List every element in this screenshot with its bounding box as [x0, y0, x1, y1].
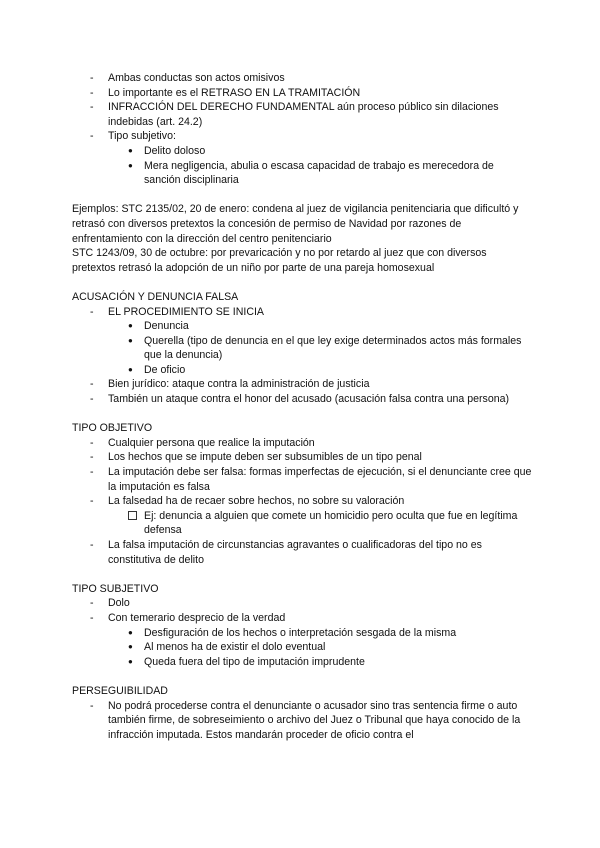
list-item: - Con temerario desprecio de la verdad [72, 611, 532, 626]
list-item: - EL PROCEDIMIENTO SE INICIA [72, 305, 532, 320]
sub-list-item: ● De oficio [72, 363, 532, 378]
section-title-subjetivo: TIPO SUBJETIVO [72, 582, 159, 595]
sub-list-item: ● Delito doloso [72, 144, 532, 159]
section-title-acusacion: ACUSACIÓN Y DENUNCIA FALSA [72, 290, 239, 303]
list-item: - Dolo [72, 596, 532, 611]
section-title-perseguibilidad: PERSEGUIBILIDAD [72, 684, 168, 697]
example-paragraph: STC 1243/09, 30 de octubre: por prevaricación y no por retardo al juez que con diversos pretextos retrasó la adopción de un niño por parte de una pareja homosexual [72, 247, 487, 274]
sub-list-item: ● Al menos ha de existir el dolo eventual [72, 640, 532, 655]
sub-list-item: ● Querella (tipo de denuncia en el que ley exige determinados actos más formales que la denuncia) [72, 334, 532, 363]
list-item: - La falsedad ha de recaer sobre hechos, no sobre su valoración [72, 494, 532, 509]
list-item: - También un ataque contra el honor del acusado (acusación falsa contra una persona) [72, 392, 532, 407]
section-title-objetivo: TIPO OBJETIVO [72, 422, 153, 435]
list-item: - Tipo subjetivo: [72, 129, 532, 144]
example-paragraph: Ejemplos: STC 2135/02, 20 de enero: condena al juez de vigilancia penitenciaria que dificultó y retrasó con diversos pretextos la concesión de permiso de Navidad por razones de enfrentamiento con la dirección del centro penitenciario [72, 203, 519, 245]
list-item: - La falsa imputación de circunstancias agravantes o cualificadoras del tipo no es constitutiva de delito [72, 538, 532, 567]
list-item: - La imputación debe ser falsa: formas imperfectas de ejecución, si el denunciante cree que la imputación es falsa [72, 465, 532, 494]
list-item: - Lo importante es el RETRASO EN LA TRAMITACIÓN [72, 86, 532, 101]
list-item: - Bien jurídico: ataque contra la administración de justicia [72, 377, 532, 392]
checkbox-item: Ej: denuncia a alguien que comete un homicidio pero oculta que fue en legítima defensa [72, 509, 532, 538]
list-item: - Los hechos que se impute deben ser subsumibles de un tipo penal [72, 450, 532, 465]
sub-list-item: ● Queda fuera del tipo de imputación imprudente [72, 655, 532, 670]
list-item: - Cualquier persona que realice la imputación [72, 436, 532, 451]
document-page [72, 71, 532, 742]
list-item: - Ambas conductas son actos omisivos [72, 71, 532, 86]
list-item: - INFRACCIÓN DEL DERECHO FUNDAMENTAL aún proceso público sin dilaciones indebidas (art. 24.2) [72, 100, 532, 129]
sub-list-item: ● Mera negligencia, abulia o escasa capacidad de trabajo es merecedora de sanción disciplinaria [72, 159, 532, 188]
list-item: - No podrá procederse contra el denunciante o acusador sino tras sentencia firme o auto también firme, de sobreseimiento o archivo del Juez o Tribunal que haya conocido de la infracción imputada. Estos mandarán proceder de oficio contra el [72, 699, 532, 743]
sub-list-item: ● Denuncia [72, 319, 532, 334]
sub-list-item: ● Desfiguración de los hechos o interpretación sesgada de la misma [72, 626, 532, 641]
